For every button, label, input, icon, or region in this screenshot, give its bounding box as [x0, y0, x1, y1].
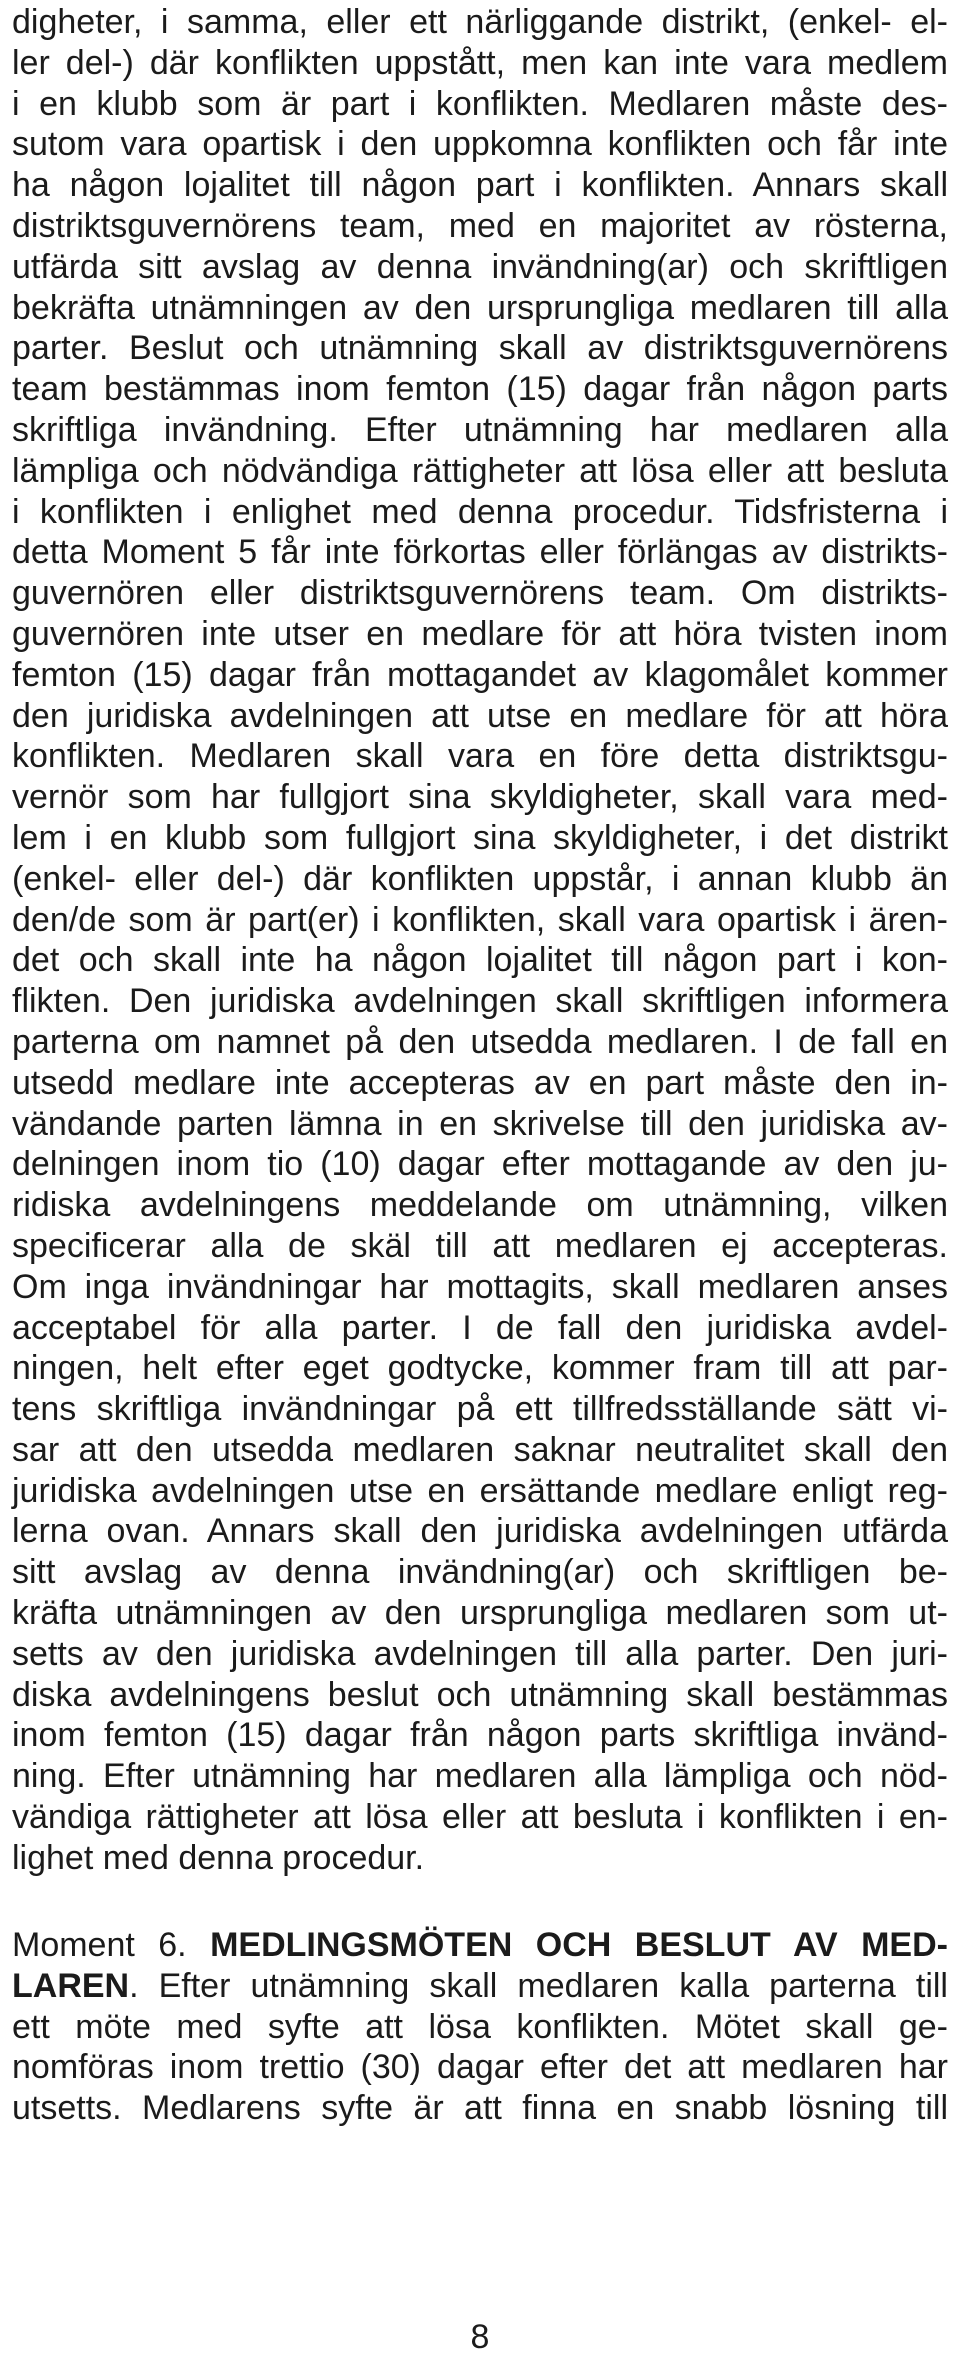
text-line: ler del-) där konflikten uppstått, men kan inte vara medlem [12, 43, 948, 82]
text-line: sutom vara opartisk i den uppkomna konflikten och får inte [12, 125, 948, 164]
text-line: juridiska avdelningen utse en ersättande medlare enligt reg- [12, 1471, 948, 1510]
text-line: bekräfta utnämningen av den ursprungliga medlaren till alla [12, 288, 948, 327]
text-line: lem i en klubb som fullgjort sina skyldigheter, i det distrikt [12, 818, 948, 857]
text-line: vernör som har fullgjort sina skyldigheter, skall vara med- [12, 778, 948, 817]
text-line: femton (15) dagar från mottagandet av klagomålet kommer [12, 655, 948, 694]
section-heading-line [12, 1925, 948, 1966]
text-line: Om inga invändningar har mottagits, skall medlaren anses [12, 1267, 948, 1306]
text-line: ningen, helt efter eget godtycke, kommer fram till att par- [12, 1349, 948, 1388]
text-line: i konflikten i enlighet med denna procedur. Tidsfristerna i [12, 492, 948, 531]
text-line: utsedd medlare inte accepteras av en part måste den in- [12, 1063, 948, 1102]
text-line: inom femton (15) dagar från någon parts skriftliga invänd- [12, 1716, 948, 1755]
text-line: ning. Efter utnämning har medlaren alla lämpliga och nöd- [12, 1757, 948, 1796]
text-line: delningen inom tio (10) dagar efter mottagande av den ju- [12, 1145, 948, 1184]
text-line: guvernören eller distriktsguvernörens team. Om distrikts- [12, 574, 948, 613]
text-line: sar att den utsedda medlaren saknar neutralitet skall den [12, 1430, 948, 1469]
text-line: det och skall inte ha någon lojalitet till någon part i kon- [12, 941, 948, 980]
text-line: den/de som är part(er) i konflikten, skall vara opartisk i ären- [12, 900, 948, 939]
text-line: team bestämmas inom femton (15) dagar från någon parts [12, 370, 948, 409]
moment-6-paragraph [12, 1925, 948, 2129]
text-line: diska avdelningens beslut och utnämning skall bestämmas [12, 1675, 948, 1714]
text-line: i en klubb som är part i konflikten. Medlaren måste des- [12, 84, 948, 123]
text-line: lerna ovan. Annars skall den juridiska avdelningen utfärda [12, 1512, 948, 1551]
text-line: sitt avslag av denna invändning(ar) och skriftligen be- [12, 1553, 948, 1592]
text-line: setts av den juridiska avdelningen till alla parter. Den juri- [12, 1634, 948, 1673]
text-line: kräfta utnämningen av den ursprungliga medlaren som ut- [12, 1594, 948, 1633]
text-line: ridiska avdelningens meddelande om utnämning, vilken [12, 1186, 948, 1225]
body-paragraph [12, 2, 948, 1879]
section-heading: MEDLINGSMÖTEN OCH BESLUT AV MED- [210, 1926, 948, 1964]
text-line: guvernören inte utser en medlare för att höra tvisten inom [12, 614, 948, 653]
text-line: (enkel- eller del-) där konflikten uppstår, i annan klubb än [12, 859, 948, 898]
text-line: utsetts. Medlarens syfte är att finna en snabb lösning till [12, 2089, 948, 2128]
text-line: acceptabel för alla parter. I de fall den juridiska avdel- [12, 1308, 948, 1347]
text-line [12, 1966, 948, 2007]
text-line: flikten. Den juridiska avdelningen skall skriftligen informera [12, 982, 948, 1021]
text-line: tens skriftliga invändningar på ett tillfredsställande sätt vi- [12, 1390, 948, 1429]
page-number: 8 [470, 2318, 490, 2356]
text-line: den juridiska avdelningen att utse en medlare för att höra [12, 696, 948, 735]
text-line: vändiga rättigheter att lösa eller att besluta i konflikten i en- [12, 1798, 948, 1837]
text-line: skriftliga invändning. Efter utnämning har medlaren alla [12, 410, 948, 449]
section-label: Moment 6. [12, 1926, 187, 1964]
text-line: ha någon lojalitet till någon part i konflikten. Annars skall [12, 166, 948, 205]
text-line: konflikten. Medlaren skall vara en före detta distriktsgu- [12, 737, 948, 776]
text-line: vändande parten lämna in en skrivelse till den juridiska av- [12, 1104, 948, 1143]
text-segment: . Efter utnämning skall medlaren kalla parterna till [129, 1966, 948, 2005]
text-line: distriktsguvernörens team, med en majoritet av rösterna, [12, 206, 948, 245]
text-line: utfärda sitt avslag av denna invändning(ar) och skriftligen [12, 247, 948, 286]
text-line: nomföras inom trettio (30) dagar efter det att medlaren har [12, 2048, 948, 2087]
text-line: parterna om namnet på den utsedda medlaren. I de fall en [12, 1022, 948, 1061]
section-heading-continued: LAREN [12, 1966, 130, 2005]
text-line: specificerar alla de skäl till att medlaren ej accepteras. [12, 1226, 948, 1265]
text-line: lämpliga och nödvändiga rättigheter att lösa eller att besluta [12, 451, 948, 490]
text-line: digheter, i samma, eller ett närliggande distrikt, (enkel- el- [12, 3, 948, 41]
text-line: ett möte med syfte att lösa konflikten. Mötet skall ge- [12, 2007, 948, 2046]
text-line: detta Moment 5 får inte förkortas eller förlängas av distrikts- [12, 533, 948, 572]
text-line: parter. Beslut och utnämning skall av distriktsguvernörens [12, 329, 948, 368]
text-line: lighet med denna procedur. [12, 1838, 425, 1877]
